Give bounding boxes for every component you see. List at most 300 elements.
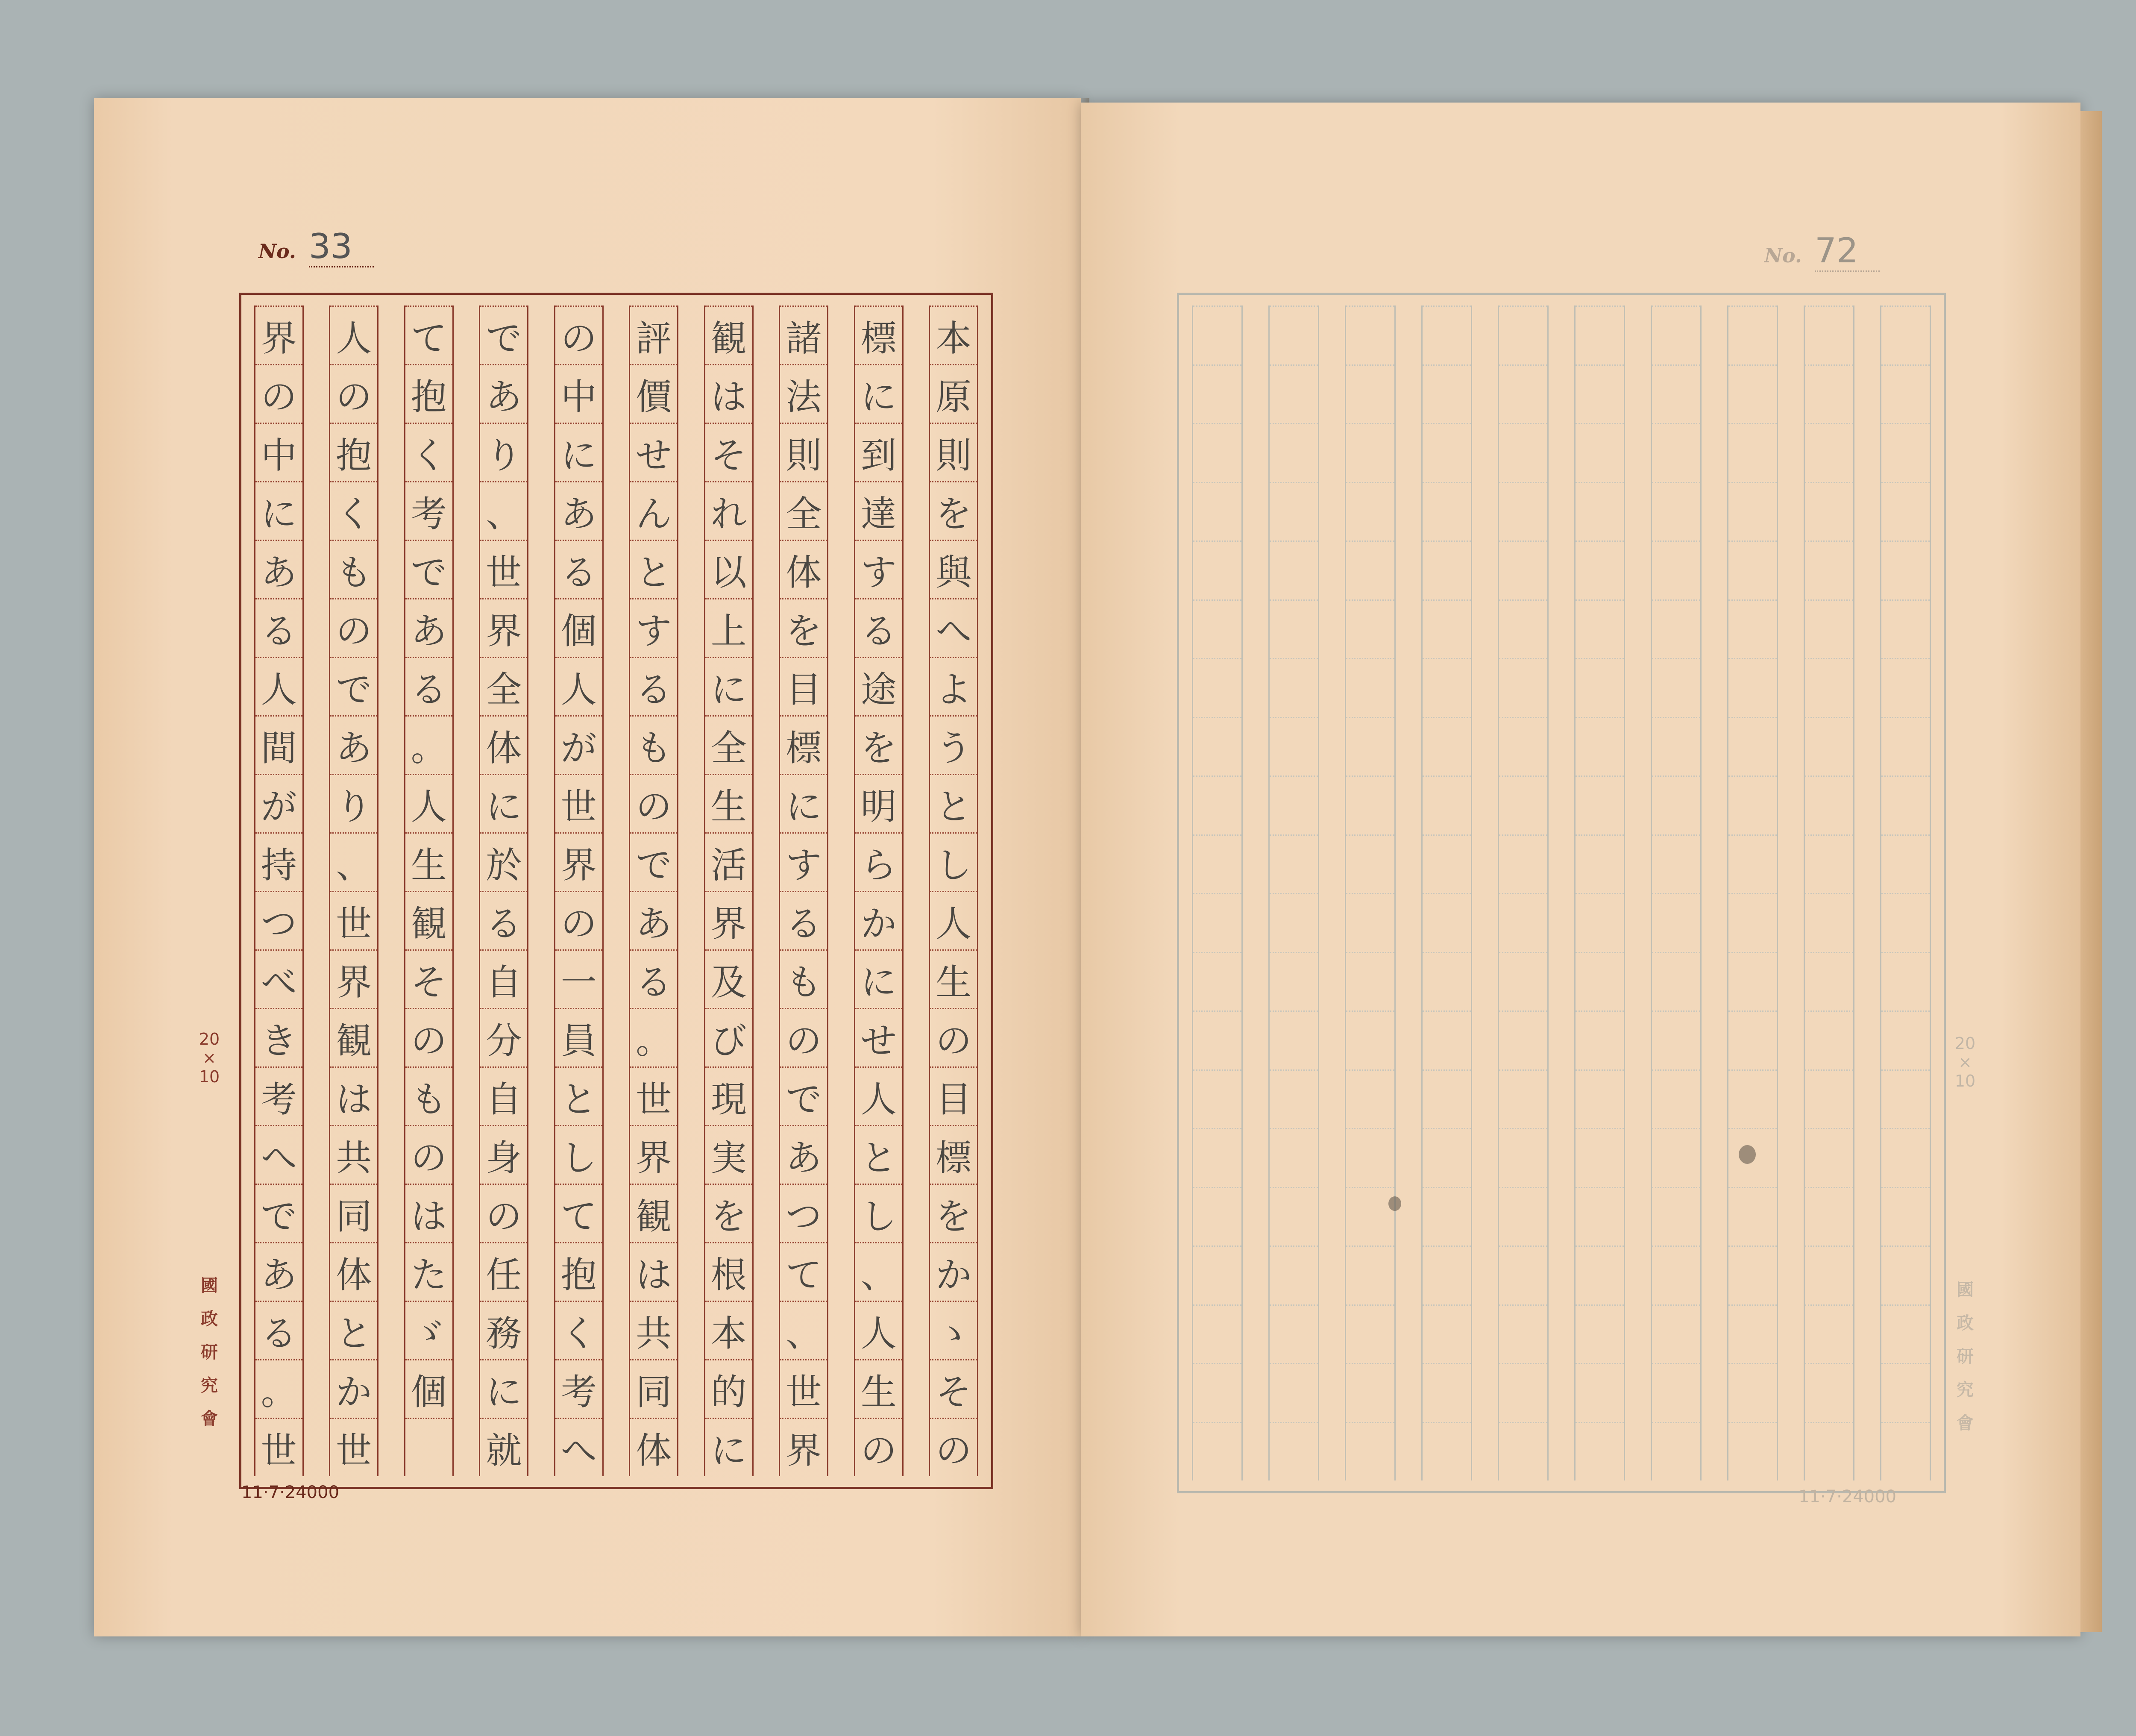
text-column (704, 305, 754, 1476)
grid-cell (1728, 717, 1776, 776)
grid-cell: に (480, 774, 527, 832)
grid-cell (1576, 482, 1623, 541)
grid-cell (1728, 423, 1776, 482)
grid-cell (1499, 1010, 1547, 1069)
grid-cell (1423, 717, 1470, 776)
grid-cell: 及 (705, 949, 752, 1008)
grid-cell: の (855, 1418, 902, 1476)
grid-cell (1805, 482, 1853, 541)
grid-cell: 界 (480, 598, 527, 657)
text-column (404, 305, 454, 1476)
grid-cell: 界 (705, 891, 752, 949)
grid-cell (1423, 775, 1470, 834)
grid-cell: 法 (780, 364, 827, 423)
grid-cell: 実 (705, 1125, 752, 1184)
sheet-number-value: 33 (309, 226, 374, 267)
grid-cell (1346, 1304, 1394, 1363)
grid-cell (1576, 658, 1623, 717)
grid-cell: へ (255, 1125, 302, 1184)
grid-cell: の (405, 1125, 452, 1184)
grid-cell: 生 (855, 1359, 902, 1418)
grid-cell (1805, 717, 1853, 776)
faded-column (1498, 305, 1548, 1480)
grid-cell: 人 (330, 305, 377, 364)
grid-cell: せ (855, 1008, 902, 1066)
grid-cell: 個 (405, 1359, 452, 1418)
ink-stain (1388, 1196, 1401, 1211)
grid-cell (1499, 1128, 1547, 1187)
grid-cell: 原 (930, 364, 977, 423)
grid-cell (1346, 1128, 1394, 1187)
grid-cell (1193, 1010, 1241, 1069)
publisher-mark: 國 政 研 究 會 (201, 1275, 218, 1429)
grid-cell: て (405, 305, 452, 364)
grid-cell (1499, 775, 1547, 834)
grid-cell: も (405, 1066, 452, 1125)
grid-cell: を (705, 1184, 752, 1242)
grid-cell (1423, 834, 1470, 893)
grid-cell: つ (255, 891, 302, 949)
grid-cell: の (930, 1418, 977, 1476)
grid-cell: の (330, 598, 377, 657)
grid-cell: 身 (480, 1125, 527, 1184)
grid-cell (1193, 1422, 1241, 1481)
grid-cell: た (405, 1242, 452, 1301)
grid-cell: に (255, 481, 302, 540)
grid-cell (1346, 1010, 1394, 1069)
grid-cell: に (555, 423, 602, 481)
grid-cell: 全 (480, 657, 527, 715)
grid-cell: は (630, 1242, 677, 1301)
grid-cell: る (555, 540, 602, 598)
grid-cell (1270, 1187, 1317, 1246)
grid-cell (1346, 423, 1394, 482)
grid-cell (1805, 658, 1853, 717)
grid-cell (1652, 1010, 1700, 1069)
text-column (329, 305, 378, 1476)
grid-cell (1805, 1304, 1853, 1363)
grid-cell: る (405, 657, 452, 715)
grid-cell: あ (330, 715, 377, 774)
grid-cell (1652, 1422, 1700, 1481)
text-column (254, 305, 304, 1476)
grid-cell (1805, 1422, 1853, 1481)
grid-cell: の (630, 774, 677, 832)
grid-cell (1576, 775, 1623, 834)
grid-cell: 共 (630, 1301, 677, 1359)
grid-cell: よ (930, 657, 977, 715)
grid-cell: つ (780, 1184, 827, 1242)
grid-cell (1499, 1422, 1547, 1481)
grid-cell: し (555, 1125, 602, 1184)
grid-cell: で (255, 1184, 302, 1242)
grid-cell (1193, 1363, 1241, 1422)
grid-cell: の (480, 1184, 527, 1242)
grid-cell: し (855, 1184, 902, 1242)
grid-cell: 界 (780, 1418, 827, 1476)
grid-cell (1805, 834, 1853, 893)
grid-cell (1881, 834, 1929, 893)
grid-cell: の (405, 1008, 452, 1066)
grid-cell (1881, 1187, 1929, 1246)
grid-cell (1346, 1422, 1394, 1481)
grid-cell (1193, 834, 1241, 893)
grid-cell: 中 (255, 423, 302, 481)
grid-cell: に (705, 657, 752, 715)
grid-cell: 明 (855, 774, 902, 832)
grid-cell (1576, 305, 1623, 364)
grid-cell (1193, 364, 1241, 423)
grid-cell: を (780, 598, 827, 657)
grid-cell (1728, 1069, 1776, 1128)
grid-cell (1423, 482, 1470, 541)
grid-cell: そ (405, 949, 452, 1008)
text-column (779, 305, 828, 1476)
grid-cell (1346, 1245, 1394, 1304)
grid-cell (1805, 540, 1853, 599)
grid-cell (1805, 1069, 1853, 1128)
grid-cell (1728, 305, 1776, 364)
grid-cell (1652, 1187, 1700, 1246)
grid-cell: 。 (405, 715, 452, 774)
grid-cell: に (780, 774, 827, 832)
grid-cell (1346, 952, 1394, 1011)
grid-cell: あ (255, 540, 302, 598)
grid-cell: を (930, 1184, 977, 1242)
grid-cell (1652, 952, 1700, 1011)
grid-cell: る (255, 1301, 302, 1359)
grid-cell: 体 (630, 1418, 677, 1476)
grid-cell: あ (480, 364, 527, 423)
grid-cell (1270, 834, 1317, 893)
grid-cell (1499, 834, 1547, 893)
grid-cell: び (705, 1008, 752, 1066)
grid-cell: 全 (780, 481, 827, 540)
faded-column (1880, 305, 1931, 1480)
grid-cell: に (480, 1359, 527, 1418)
grid-cell: 個 (555, 598, 602, 657)
sheet-number-label: No. (1764, 244, 1802, 267)
grid-cell: の (555, 891, 602, 949)
grid-cell (1881, 1245, 1929, 1304)
grid-cell: で (630, 832, 677, 891)
grid-cell: 上 (705, 598, 752, 657)
grid-cell (1576, 1187, 1623, 1246)
grid-cell: 標 (855, 305, 902, 364)
grid-cell (1499, 1069, 1547, 1128)
grid-cell (1652, 540, 1700, 599)
grid-cell: 諸 (780, 305, 827, 364)
grid-cell: 生 (405, 832, 452, 891)
publisher-mark: 國 政 研 究 會 (1957, 1280, 1974, 1433)
grid-cell: か (855, 891, 902, 949)
grid-size-bottom: 10 (199, 1067, 220, 1086)
grid-cell: 同 (630, 1359, 677, 1418)
grid-cell (1270, 1304, 1317, 1363)
grid-cell (1881, 893, 1929, 952)
grid-cell (1270, 1245, 1317, 1304)
grid-cell: 同 (330, 1184, 377, 1242)
grid-cell: あ (780, 1125, 827, 1184)
grid-cell (1652, 1128, 1700, 1187)
text-column (554, 305, 604, 1476)
grid-cell: を (855, 715, 902, 774)
grid-cell: へ (555, 1418, 602, 1476)
grid-cell: ゞ (405, 1301, 452, 1359)
grid-cell (1652, 775, 1700, 834)
grid-cell: で (330, 657, 377, 715)
grid-cell (1652, 1069, 1700, 1128)
grid-cell: 途 (855, 657, 902, 715)
grid-cell (1270, 540, 1317, 599)
grid-cell: へ (930, 598, 977, 657)
grid-cell (1423, 952, 1470, 1011)
grid-cell (1576, 540, 1623, 599)
grid-cell: て (780, 1242, 827, 1301)
grid-cell: で (405, 540, 452, 598)
grid-cell: 、 (480, 481, 527, 540)
grid-cell (1270, 423, 1317, 482)
grid-cell (1499, 952, 1547, 1011)
grid-cell (1728, 1245, 1776, 1304)
grid-cell: 考 (405, 481, 452, 540)
grid-cell: 体 (330, 1242, 377, 1301)
grid-cell: ら (855, 832, 902, 891)
grid-cell: 界 (330, 949, 377, 1008)
grid-cell: 、 (855, 1242, 902, 1301)
grid-cell (1652, 423, 1700, 482)
grid-cell: ん (630, 481, 677, 540)
grid-cell (1576, 717, 1623, 776)
grid-cell (1576, 1245, 1623, 1304)
grid-cell: 間 (255, 715, 302, 774)
faded-column (1421, 305, 1472, 1480)
grid-cell (1728, 482, 1776, 541)
grid-cell (1193, 658, 1241, 717)
grid-cell: 一 (555, 949, 602, 1008)
grid-cell (1881, 1069, 1929, 1128)
grid-cell (1193, 540, 1241, 599)
grid-cell: 自 (480, 1066, 527, 1125)
grid-cell (1346, 1363, 1394, 1422)
grid-cell (1270, 1069, 1317, 1128)
grid-cell (1576, 1422, 1623, 1481)
grid-cell (1346, 1069, 1394, 1128)
grid-cell: し (930, 832, 977, 891)
grid-cell (1805, 1187, 1853, 1246)
grid-cell: 以 (705, 540, 752, 598)
grid-cell: と (855, 1125, 902, 1184)
grid-cell (1423, 1010, 1470, 1069)
grid-cell: を (930, 481, 977, 540)
grid-cell (1576, 364, 1623, 423)
faded-column (1651, 305, 1701, 1480)
grid-cell: る (630, 949, 677, 1008)
text-column (479, 305, 528, 1476)
grid-cell: の (255, 364, 302, 423)
grid-cell (1805, 599, 1853, 658)
grid-cell: り (480, 423, 527, 481)
grid-cell (1499, 717, 1547, 776)
text-column (629, 305, 678, 1476)
grid-cell: 本 (930, 305, 977, 364)
grid-cell: で (780, 1066, 827, 1125)
grid-cell (1499, 893, 1547, 952)
grid-cell (1881, 1363, 1929, 1422)
grid-cell (1881, 1010, 1929, 1069)
grid-cell (1270, 364, 1317, 423)
grid-cell: 全 (705, 715, 752, 774)
grid-cell: 観 (330, 1008, 377, 1066)
grid-cell: す (780, 832, 827, 891)
grid-cell (1499, 1187, 1547, 1246)
grid-cell (1652, 893, 1700, 952)
grid-cell: の (330, 364, 377, 423)
grid-cell (1881, 717, 1929, 776)
grid-cell: あ (405, 598, 452, 657)
grid-cell (1728, 1422, 1776, 1481)
manuscript-grid (239, 293, 993, 1489)
grid-cell (1346, 482, 1394, 541)
grid-cell: の (930, 1008, 977, 1066)
print-code: 11·7·24000 (1799, 1487, 1897, 1507)
manuscript-grid-faded (1177, 293, 1946, 1493)
grid-cell: 抱 (555, 1242, 602, 1301)
grid-cell (1881, 423, 1929, 482)
grid-cell (1728, 658, 1776, 717)
grid-cell: 的 (705, 1359, 752, 1418)
grid-cell: 抱 (405, 364, 452, 423)
grid-cell (1193, 893, 1241, 952)
grid-cell (1881, 1422, 1929, 1481)
grid-cell (1881, 305, 1929, 364)
grid-cell: 本 (705, 1301, 752, 1359)
grid-size-mark (197, 1030, 222, 1086)
grid-cell (1193, 1069, 1241, 1128)
grid-size-top: 20 (199, 1030, 220, 1049)
grid-cell (1728, 1010, 1776, 1069)
grid-cell (1499, 540, 1547, 599)
grid-cell: 観 (705, 305, 752, 364)
grid-cell: 世 (330, 1418, 377, 1476)
grid-cell: に (855, 364, 902, 423)
grid-cell: 生 (930, 949, 977, 1008)
grid-cell: 観 (405, 891, 452, 949)
grid-cell: 與 (930, 540, 977, 598)
grid-cell: 於 (480, 832, 527, 891)
grid-cell: す (630, 598, 677, 657)
grid-cell: き (255, 1008, 302, 1066)
grid-cell (1805, 893, 1853, 952)
grid-cell: も (330, 540, 377, 598)
grid-cell: 生 (705, 774, 752, 832)
grid-cell: と (930, 774, 977, 832)
grid-cell (1499, 364, 1547, 423)
grid-cell: で (480, 305, 527, 364)
grid-cell (1270, 482, 1317, 541)
grid-cell: 人 (255, 657, 302, 715)
grid-cell (1652, 599, 1700, 658)
grid-cell (1881, 482, 1929, 541)
grid-cell (1728, 893, 1776, 952)
grid-cell (405, 1418, 452, 1476)
grid-cell: 世 (480, 540, 527, 598)
grid-cell: か (930, 1242, 977, 1301)
grid-cell (1423, 305, 1470, 364)
grid-cell (1346, 775, 1394, 834)
grid-cell (1881, 364, 1929, 423)
grid-cell (1881, 599, 1929, 658)
grid-size-bottom: 10 (1954, 1072, 1976, 1090)
grid-cell: と (330, 1301, 377, 1359)
grid-cell: 任 (480, 1242, 527, 1301)
grid-cell (1270, 952, 1317, 1011)
right-page (1081, 103, 2080, 1636)
grid-cell (1728, 1363, 1776, 1422)
grid-cell (1499, 423, 1547, 482)
grid-cell (1805, 1245, 1853, 1304)
grid-cell (1805, 1363, 1853, 1422)
grid-cell: ゝ (930, 1301, 977, 1359)
grid-cell (1423, 1422, 1470, 1481)
grid-cell (1805, 1010, 1853, 1069)
grid-cell (1728, 364, 1776, 423)
grid-cell: 世 (555, 774, 602, 832)
grid-cell (1270, 1128, 1317, 1187)
faded-column (1345, 305, 1395, 1480)
grid-cell (1270, 1422, 1317, 1481)
grid-cell: が (255, 774, 302, 832)
grid-cell (1881, 540, 1929, 599)
grid-cell: 世 (630, 1066, 677, 1125)
grid-cell: 持 (255, 832, 302, 891)
grid-cell: あ (255, 1242, 302, 1301)
grid-cell: 則 (780, 423, 827, 481)
grid-cell: せ (630, 423, 677, 481)
grid-cell (1728, 775, 1776, 834)
grid-cell (1423, 1187, 1470, 1246)
grid-cell (1576, 1304, 1623, 1363)
grid-cell: 標 (780, 715, 827, 774)
grid-cell: る (480, 891, 527, 949)
grid-cell (1805, 775, 1853, 834)
grid-cell: 観 (630, 1184, 677, 1242)
grid-cell (1499, 1363, 1547, 1422)
grid-cell: 根 (705, 1242, 752, 1301)
grid-cell: 人 (555, 657, 602, 715)
grid-cell (1728, 952, 1776, 1011)
grid-cell: 人 (855, 1301, 902, 1359)
grid-cell: 標 (930, 1125, 977, 1184)
grid-cell (1805, 952, 1853, 1011)
grid-cell: 現 (705, 1066, 752, 1125)
grid-cell: 、 (330, 832, 377, 891)
grid-cell: あ (630, 891, 677, 949)
grid-cell (1652, 834, 1700, 893)
grid-cell: す (855, 540, 902, 598)
grid-cell: 評 (630, 305, 677, 364)
grid-cell: 人 (405, 774, 452, 832)
grid-cell (1193, 1245, 1241, 1304)
grid-cell (1499, 305, 1547, 364)
grid-cell: が (555, 715, 602, 774)
sheet-number (1764, 231, 1880, 270)
grid-cell: り (330, 774, 377, 832)
grid-cell: 界 (555, 832, 602, 891)
grid-cell: 。 (630, 1008, 677, 1066)
grid-cell (1423, 1128, 1470, 1187)
grid-cell (1499, 658, 1547, 717)
